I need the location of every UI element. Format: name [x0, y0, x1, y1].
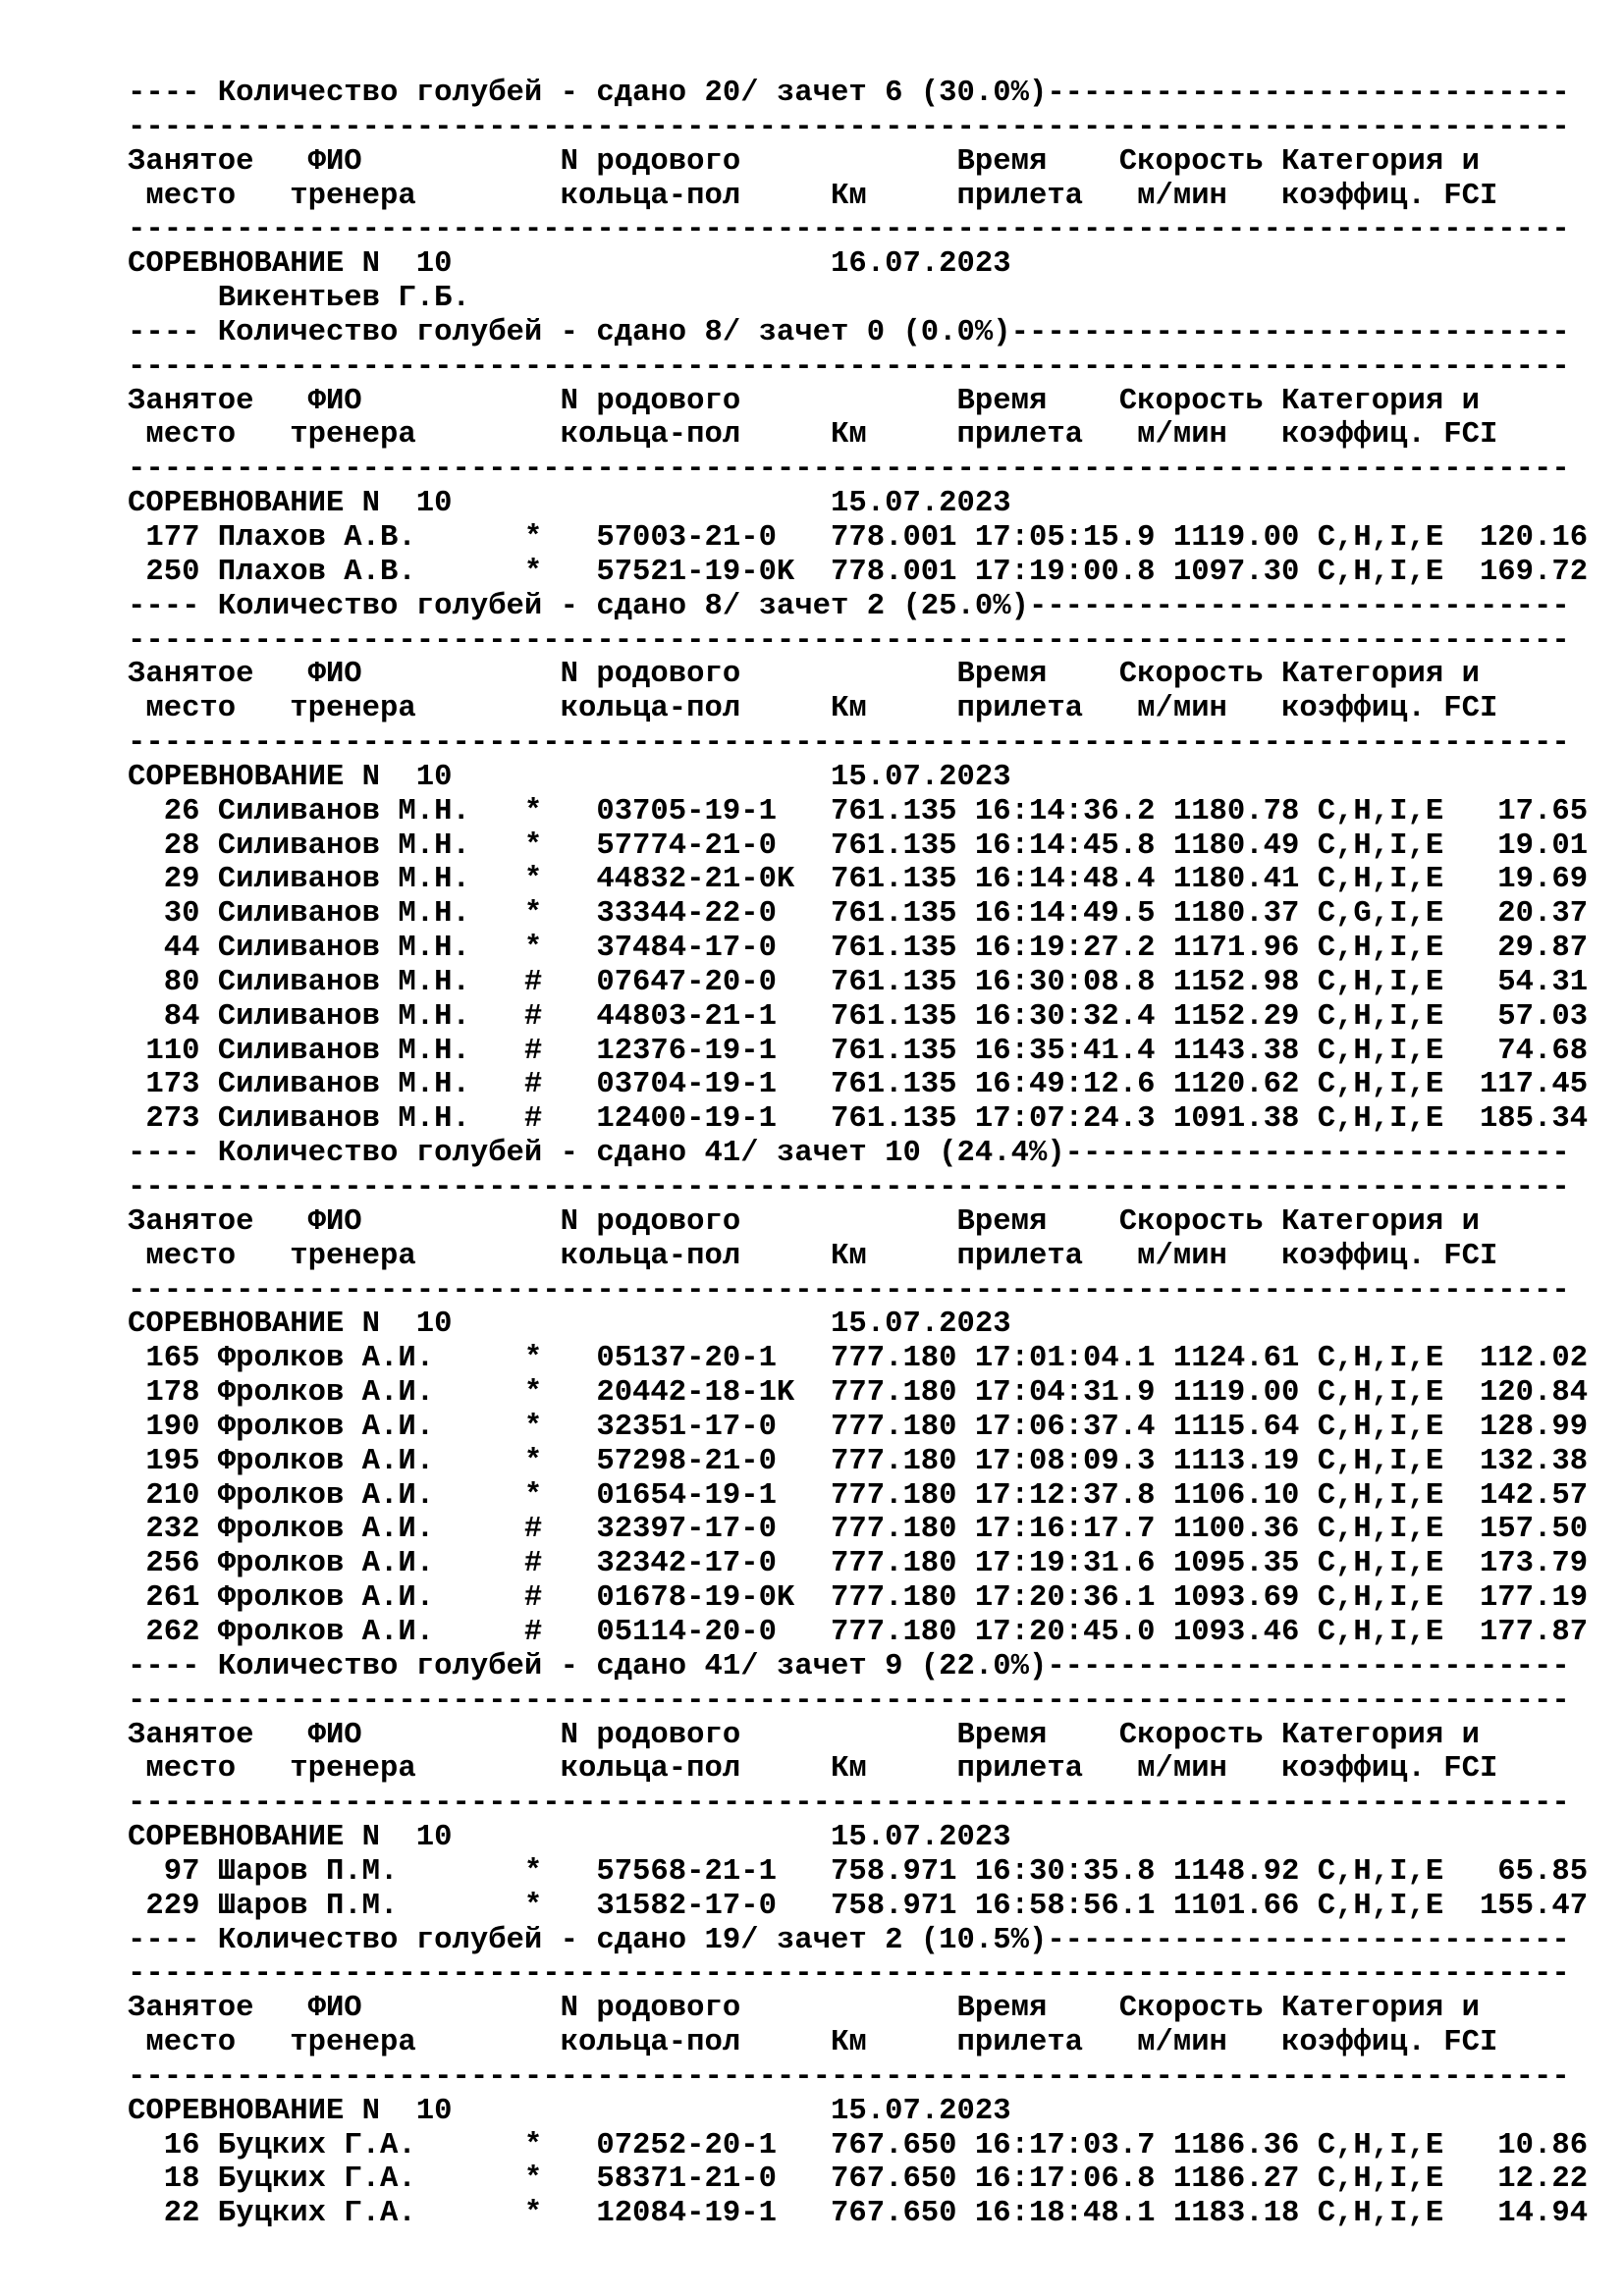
result-row: 84 Силиванов М.Н. # 44803-21-1 761.135 16:30:32.4 1152.29 C,H,I,E 57.03 [128, 999, 1589, 1034]
competition-line: СОРЕВНОВАНИЕ N 10 15.07.2023 [128, 487, 1011, 521]
result-row: 110 Силиванов М.Н. # 12376-19-1 761.135 16:35:41.4 1143.38 C,H,I,E 74.68 [128, 1034, 1589, 1068]
result-row: 273 Силиванов М.Н. # 12400-19-1 761.135 17:07:24.3 1091.38 C,H,I,E 185.34 [128, 1102, 1589, 1137]
separator-line: -------------------------------------------------------------------------------- [128, 726, 1570, 761]
result-row: 80 Силиванов М.Н. # 07647-20-0 761.135 16:30:08.8 1152.98 C,H,I,E 54.31 [128, 965, 1589, 999]
result-row: 190 Фролков А.И. * 32351-17-0 777.180 17:06:37.4 1115.64 C,H,I,E 128.99 [128, 1410, 1589, 1444]
table-header-line: Занятое ФИО N родового Время Скорость Категория и [128, 144, 1480, 179]
table-header-line: Занятое ФИО N родового Время Скорость Категория и [128, 1204, 1480, 1239]
table-header-line: место тренера кольца-пол Км прилета м/мин коэффиц. FCI [128, 418, 1498, 453]
table-header-line: место тренера кольца-пол Км прилета м/мин коэффиц. FCI [128, 692, 1498, 726]
result-row: 250 Плахов А.В. * 57521-19-0K 778.001 17:19:00.8 1097.30 C,H,I,E 169.72 [128, 555, 1589, 589]
summary-line: ---- Количество голубей - сдано 19/ зачет 2 (10.5%)----------------------------- [128, 1923, 1570, 1957]
table-header-line: место тренера кольца-пол Км прилета м/мин коэффиц. FCI [128, 1752, 1498, 1787]
separator-line: -------------------------------------------------------------------------------- [128, 1787, 1570, 1821]
competition-line: СОРЕВНОВАНИЕ N 10 15.07.2023 [128, 2094, 1011, 2128]
result-row: 29 Силиванов М.Н. * 44832-21-0K 761.135 16:14:48.4 1180.41 C,H,I,E 19.69 [128, 863, 1589, 897]
result-row: 22 Буцких Г.А. * 12084-19-1 767.650 16:18:48.1 1183.18 C,H,I,E 14.94 [128, 2197, 1589, 2231]
separator-line: -------------------------------------------------------------------------------- [128, 110, 1570, 144]
result-row: 256 Фролков А.И. # 32342-17-0 777.180 17:19:31.6 1095.35 C,H,I,E 173.79 [128, 1547, 1589, 1581]
result-row: 28 Силиванов М.Н. * 57774-21-0 761.135 16:14:45.8 1180.49 C,H,I,E 19.01 [128, 828, 1589, 863]
separator-line: -------------------------------------------------------------------------------- [128, 349, 1570, 384]
result-row: 195 Фролков А.И. * 57298-21-0 777.180 17:08:09.3 1113.19 C,H,I,E 132.38 [128, 1444, 1589, 1478]
separator-line: -------------------------------------------------------------------------------- [128, 623, 1570, 658]
competition-line: СОРЕВНОВАНИЕ N 10 15.07.2023 [128, 1821, 1011, 1855]
result-row: 177 Плахов А.В. * 57003-21-0 778.001 17:05:15.9 1119.00 C,H,I,E 120.16 [128, 520, 1589, 555]
result-row: 165 Фролков А.И. * 05137-20-1 777.180 17:01:04.1 1124.61 C,H,I,E 112.02 [128, 1342, 1589, 1376]
result-row: 97 Шаров П.М. * 57568-21-1 758.971 16:30:35.8 1148.92 C,H,I,E 65.85 [128, 1854, 1589, 1889]
result-row: 232 Фролков А.И. # 32397-17-0 777.180 17:16:17.7 1100.36 C,H,I,E 157.50 [128, 1513, 1589, 1547]
separator-line: -------------------------------------------------------------------------------- [128, 213, 1570, 247]
result-row: 261 Фролков А.И. # 01678-19-0K 777.180 17:20:36.1 1093.69 C,H,I,E 177.19 [128, 1581, 1589, 1616]
table-header-line: Занятое ФИО N родового Время Скорость Категория и [128, 1718, 1480, 1752]
separator-line: -------------------------------------------------------------------------------- [128, 1273, 1570, 1308]
summary-line: ---- Количество голубей - сдано 41/ зачет 9 (22.0%)----------------------------- [128, 1649, 1570, 1683]
table-header-line: место тренера кольца-пол Км прилета м/мин коэффиц. FCI [128, 179, 1498, 213]
table-header-line: Занятое ФИО N родового Время Скорость Категория и [128, 1992, 1480, 2026]
separator-line: -------------------------------------------------------------------------------- [128, 2059, 1570, 2094]
table-header-line: Занятое ФИО N родового Время Скорость Категория и [128, 658, 1480, 692]
separator-line: -------------------------------------------------------------------------------- [128, 1171, 1570, 1204]
result-row: 16 Буцких Г.А. * 07252-20-1 767.650 16:17:03.7 1186.36 C,H,I,E 10.86 [128, 2128, 1589, 2163]
competition-line: СОРЕВНОВАНИЕ N 10 15.07.2023 [128, 1308, 1011, 1342]
competition-line: СОРЕВНОВАНИЕ N 10 15.07.2023 [128, 760, 1011, 794]
table-header-line: место тренера кольца-пол Км прилета м/мин коэффиц. FCI [128, 2026, 1498, 2060]
summary-line: ---- Количество голубей - сдано 8/ зачет 2 (25.0%)------------------------------ [128, 589, 1570, 623]
result-row: 262 Фролков А.И. # 05114-20-0 777.180 17:20:45.0 1093.46 C,H,I,E 177.87 [128, 1615, 1589, 1649]
result-row: 229 Шаров П.М. * 31582-17-0 758.971 16:58:56.1 1101.66 C,H,I,E 155.47 [128, 1889, 1589, 1923]
summary-line: ---- Количество голубей - сдано 41/ зачет 10 (24.4%)---------------------------- [128, 1137, 1570, 1171]
result-row: 18 Буцких Г.А. * 58371-21-0 767.650 16:17:06.8 1186.27 C,H,I,E 12.22 [128, 2163, 1589, 2197]
table-header-line: место тренера кольца-пол Км прилета м/мин коэффиц. FCI [128, 1239, 1498, 1273]
result-row: 210 Фролков А.И. * 01654-19-1 777.180 17:12:37.8 1106.10 C,H,I,E 142.57 [128, 1478, 1589, 1513]
competition-line: СОРЕВНОВАНИЕ N 10 16.07.2023 [128, 247, 1011, 282]
summary-line: ---- Количество голубей - сдано 20/ зачет 6 (30.0%)----------------------------- [128, 77, 1570, 110]
result-row: 26 Силиванов М.Н. * 03705-19-1 761.135 16:14:36.2 1180.78 C,H,I,E 17.65 [128, 794, 1589, 828]
separator-line: -------------------------------------------------------------------------------- [128, 453, 1570, 487]
result-row: 178 Фролков А.И. * 20442-18-1K 777.180 17:04:31.9 1119.00 C,H,I,E 120.84 [128, 1376, 1589, 1411]
separator-line: -------------------------------------------------------------------------------- [128, 1683, 1570, 1718]
separator-line: -------------------------------------------------------------------------------- [128, 1957, 1570, 1992]
result-row: 44 Силиванов М.Н. * 37484-17-0 761.135 16:19:27.2 1171.96 C,H,I,E 29.87 [128, 932, 1589, 966]
result-row: 173 Силиванов М.Н. # 03704-19-1 761.135 16:49:12.6 1120.62 C,H,I,E 117.45 [128, 1068, 1589, 1102]
results-report [128, 77, 1588, 2231]
result-row: 30 Силиванов М.Н. * 33344-22-0 761.135 16:14:49.5 1180.37 C,G,I,E 20.37 [128, 897, 1589, 932]
summary-line: ---- Количество голубей - сдано 8/ зачет 0 (0.0%)------------------------------- [128, 315, 1570, 349]
table-header-line: Занятое ФИО N родового Время Скорость Категория и [128, 384, 1480, 418]
name-line: Викентьев Г.Б. [128, 282, 470, 316]
